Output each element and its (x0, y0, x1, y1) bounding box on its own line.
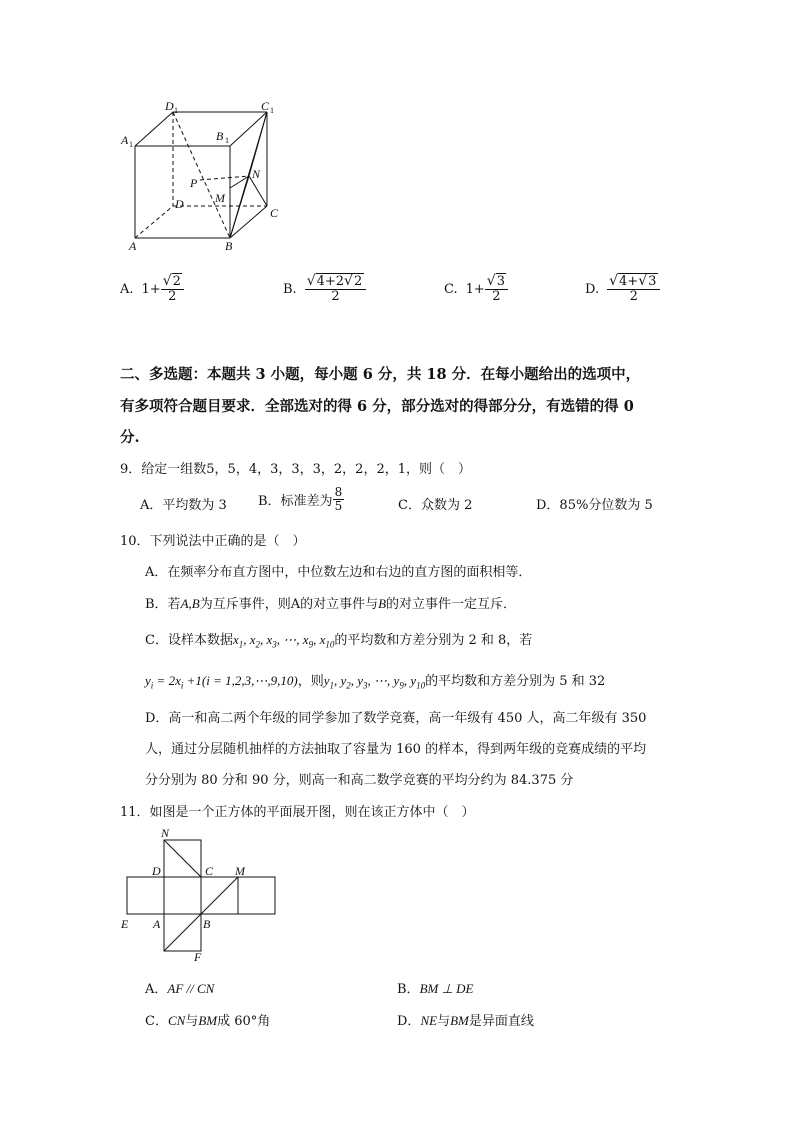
q11-option-a: A．AF // CN (145, 981, 215, 997)
net-label-b: B (203, 917, 211, 931)
section2-line3: 分. (120, 429, 140, 446)
q8-option-a: A. 1+ $\frac{√2}{2}$ (120, 274, 184, 305)
label-m: M (215, 191, 225, 205)
label-b1: B (216, 129, 224, 143)
section2-line1: 二、多选题：本题共 3 小题，每小题 6 分，共 18 分．在每小题给出的选项中， (120, 366, 641, 383)
label-d1: D (165, 99, 174, 113)
label-p: P (190, 176, 198, 190)
cube-figure (115, 98, 285, 260)
q10-option-d-line1: D．高一和高二两个年级的同学参加了数学竞赛，高一年级有 450 人，高二年级有 350 (145, 711, 647, 726)
q11-option-c: C．CN与BM成 60°角 (145, 1013, 271, 1029)
svg-text:1: 1 (225, 136, 229, 145)
q9-stem: 9．给定一组数5，5，4，3，3，3，2，2，2，1，则（ ） (120, 462, 471, 477)
label-b: B (225, 239, 233, 253)
q11-option-b: B．BM ⊥ DE (397, 981, 474, 997)
q10-option-c: C．设样本数据$x_1$, $x_2$, $x_3$, ⋯, $x_9$, $x_{10}$的平均数和方差分别为 2 和 8，若 (145, 632, 533, 650)
label-a: A (129, 239, 137, 253)
net-label-f: F (194, 950, 202, 964)
label-c1: C (261, 99, 270, 113)
q9-option-b: B．标准差为 $\frac{8}{5}$ (258, 485, 343, 514)
q11-stem: 11．如图是一个正方体的平面展开图，则在该正方体中（ ） (120, 805, 475, 820)
q9-option-c: C．众数为 2 (398, 498, 473, 513)
q10-option-d-line3: 分分别为 80 分和 90 分，则高一和高二数学竞赛的平均分约为 84.375 分 (145, 773, 574, 788)
q10-stem: 10．下列说法中正确的是（ ） (120, 534, 306, 549)
q10-option-b: B．若A,B为互斥事件，则A的对立事件与B的对立事件一定互斥． (145, 596, 517, 612)
net-label-e: E (121, 917, 129, 931)
net-label-a: A (153, 917, 161, 931)
net-label-d: D (152, 864, 161, 878)
label-n: N (252, 167, 261, 181)
q9-option-d: D．85%分位数为 5 (536, 498, 653, 513)
cube-net-figure (115, 825, 285, 965)
q10-option-c-line2: $y_i = 2x_i +1(i$ = 1,2,3,⋯,9,10)，则$y_1$, $y_2$, $y_3$, ⋯, $y_9$, $y_{10}$的平均数和方差分别为 5 和 32 (145, 673, 606, 691)
label-a1: A (121, 133, 129, 147)
svg-text:1: 1 (174, 106, 178, 115)
net-label-m: M (235, 864, 245, 878)
q8-option-c: C. 1+ $\frac{√3}{2}$ (444, 274, 508, 305)
net-label-n: N (161, 826, 170, 840)
svg-text:1: 1 (270, 106, 274, 115)
label-c: C (270, 206, 279, 220)
section2-line2: 有多项符合题目要求．全部选对的得 6 分，部分选对的得部分分，有选错的得 0 (120, 398, 634, 415)
q9-option-a: A．平均数为 3 (140, 498, 227, 513)
label-d: D (175, 197, 184, 211)
q10-option-a: A．在频率分布直方图中，中位数左边和右边的直方图的面积相等． (145, 565, 532, 580)
q8-option-b: B. $\frac{√4+2√2}{2}$ (283, 274, 366, 305)
q11-option-d: D．NE与BM是异面直线 (397, 1013, 534, 1029)
q8-option-d: D. $\frac{√4+√3}{2}$ (585, 274, 660, 305)
net-label-c: C (205, 864, 214, 878)
q10-option-d-line2: 人，通过分层随机抽样的方法抽取了容量为 160 的样本，得到两年级的竞赛成绩的平均 (145, 742, 647, 757)
svg-text:1: 1 (129, 140, 133, 149)
